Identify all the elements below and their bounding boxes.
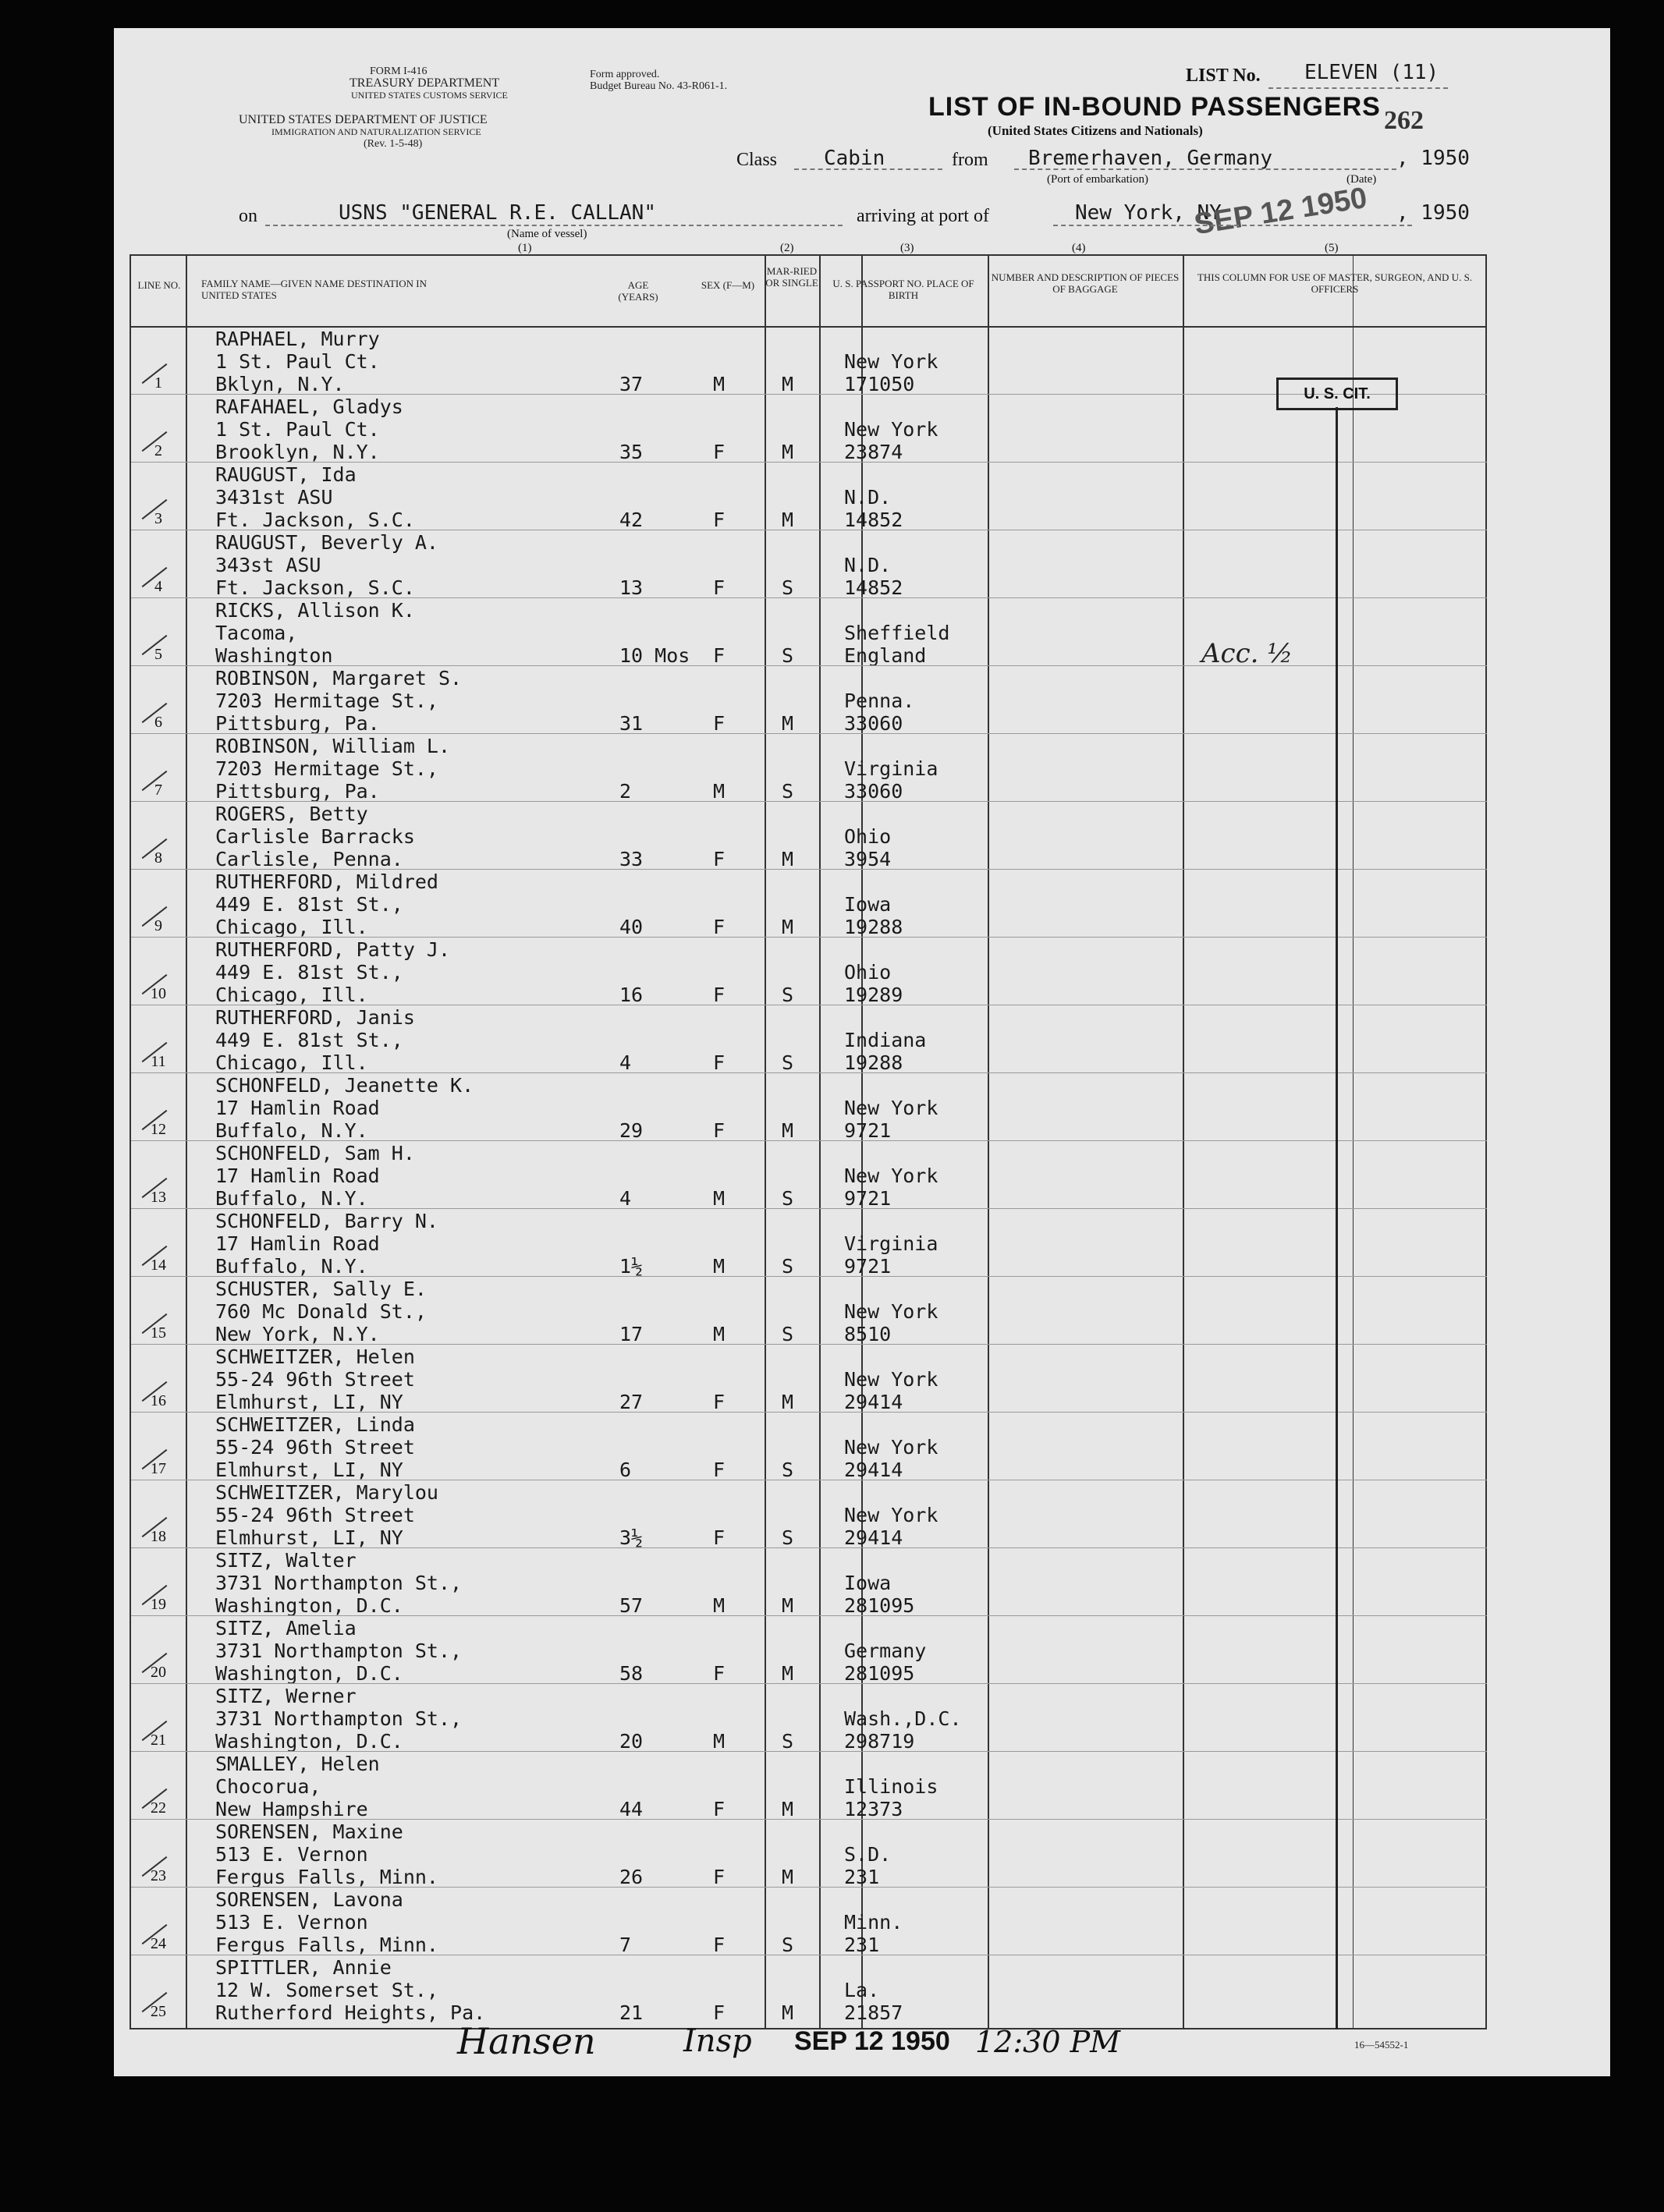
- col-marker-4: (4): [1072, 242, 1086, 254]
- birth-place: La.: [844, 1979, 880, 2001]
- passenger-age: 27: [619, 1391, 644, 1413]
- passenger-city: New Hampshire: [215, 1798, 368, 1820]
- col-header-sex: SEX (F—M): [701, 279, 755, 291]
- col-divider: [186, 256, 187, 2028]
- line-number: 20: [151, 1664, 166, 1681]
- passenger-city: Ft. Jackson, S.C.: [215, 509, 415, 531]
- passport-number: 19288: [844, 916, 903, 938]
- passenger-address: 17 Hamlin Road: [215, 1232, 380, 1255]
- vessel-name: USNS "GENERAL R.E. CALLAN": [339, 201, 656, 225]
- birth-place: Wash.,D.C.: [844, 1707, 962, 1730]
- passenger-address: 1 St. Paul Ct.: [215, 418, 380, 441]
- passenger-name: RUTHERFORD, Patty J.: [215, 938, 451, 961]
- passenger-address: 449 E. 81st St.,: [215, 1029, 403, 1051]
- class-value: Cabin: [824, 147, 885, 170]
- passenger-sex: M: [713, 1255, 726, 1278]
- passenger-city: Chicago, Ill.: [215, 916, 368, 938]
- list-number-label: LIST No.: [1186, 66, 1261, 86]
- col-header-officers: THIS COLUMN FOR USE OF MASTER, SURGEON, AND U. S. OFFICERS: [1197, 271, 1473, 295]
- line-number: 12: [151, 1121, 166, 1138]
- passenger-city: Elmhurst, LI, NY: [215, 1526, 403, 1549]
- passenger-sex: M: [713, 373, 726, 395]
- passenger-address: Carlisle Barracks: [215, 825, 415, 848]
- passenger-marital-status: S: [782, 1459, 794, 1481]
- col-marker-5: (5): [1325, 242, 1339, 254]
- row-divider: [131, 1072, 1487, 1073]
- col-marker-3: (3): [900, 242, 914, 254]
- passenger-name: ROGERS, Betty: [215, 803, 368, 825]
- passport-number: 19288: [844, 1051, 903, 1074]
- passenger-age: 31: [619, 712, 644, 735]
- passenger-marital-status: S: [782, 1323, 794, 1345]
- line-number: 1: [154, 374, 162, 392]
- birth-place: Illinois: [844, 1775, 938, 1798]
- birth-place: Penna.: [844, 689, 915, 712]
- arrival-date-stamp: SEP 12 1950: [1192, 181, 1370, 242]
- row-divider: [131, 1276, 1487, 1277]
- passenger-city: Washington, D.C.: [215, 1594, 403, 1617]
- passenger-name: ROBINSON, William L.: [215, 735, 451, 757]
- birth-place: Ohio: [844, 961, 892, 984]
- passenger-age: 44: [619, 1798, 644, 1820]
- passenger-age: 57: [619, 1594, 644, 1617]
- line-number: 14: [151, 1257, 166, 1274]
- us-citizen-stamp: U. S. CIT.: [1276, 378, 1398, 410]
- passenger-name: SCHONFELD, Sam H.: [215, 1142, 415, 1164]
- passenger-address: 3731 Northampton St.,: [215, 1640, 463, 1662]
- passport-number: 19289: [844, 984, 903, 1006]
- passenger-age: 42: [619, 509, 644, 531]
- passenger-name: SCHWEITZER, Helen: [215, 1345, 415, 1368]
- passenger-name: RUTHERFORD, Mildred: [215, 870, 438, 893]
- line-number: 3: [154, 510, 162, 527]
- passenger-city: Chicago, Ill.: [215, 984, 368, 1006]
- inspector-title: Insp: [683, 2023, 752, 2059]
- passenger-age: 21: [619, 2001, 644, 2024]
- inspector-signature: Hansen: [457, 2020, 596, 2062]
- page-number: 262: [1384, 106, 1424, 135]
- passenger-name: SMALLEY, Helen: [215, 1753, 380, 1775]
- passport-number: 298719: [844, 1730, 915, 1753]
- passenger-name: SPITTLER, Annie: [215, 1956, 392, 1979]
- passenger-address: 7203 Hermitage St.,: [215, 757, 438, 780]
- passenger-marital-status: M: [782, 848, 794, 870]
- vessel-note: (Name of vessel): [507, 228, 587, 240]
- line-number: 13: [151, 1189, 166, 1206]
- passenger-address: 513 E. Vernon: [215, 1843, 368, 1866]
- passenger-sex: F: [713, 916, 726, 938]
- passport-number: 9721: [844, 1119, 892, 1142]
- passenger-marital-status: S: [782, 1526, 794, 1549]
- passenger-sex: F: [713, 1798, 726, 1820]
- passenger-city: Fergus Falls, Minn.: [215, 1866, 438, 1888]
- col-divider: [988, 256, 989, 2028]
- passenger-address: 55-24 96th Street: [215, 1504, 415, 1526]
- birth-place: N.D.: [844, 554, 892, 576]
- passenger-name: SITZ, Amelia: [215, 1617, 357, 1640]
- col-header-married: MAR-RIED OR SINGLE: [765, 265, 818, 289]
- passport-number: 14852: [844, 576, 903, 599]
- arriving-port: New York, NY: [1075, 201, 1222, 225]
- passenger-age: 2: [619, 780, 632, 803]
- passenger-name: RAUGUST, Ida: [215, 463, 357, 486]
- passenger-marital-status: M: [782, 916, 794, 938]
- passenger-address: 55-24 96th Street: [215, 1368, 415, 1391]
- passenger-name: SCHWEITZER, Marylou: [215, 1481, 438, 1504]
- birth-place: New York: [844, 1164, 938, 1187]
- passenger-age: 35: [619, 441, 644, 463]
- passport-number: 9721: [844, 1255, 892, 1278]
- passenger-city: Fergus Falls, Minn.: [215, 1934, 438, 1956]
- passenger-name: SORENSEN, Lavona: [215, 1888, 403, 1911]
- passenger-sex: F: [713, 1051, 726, 1074]
- passenger-sex: F: [713, 712, 726, 735]
- from-label: from: [952, 150, 988, 170]
- row-divider: [131, 462, 1487, 463]
- customs-service: UNITED STATES CUSTOMS SERVICE: [351, 90, 508, 101]
- birth-place: Sheffield: [844, 622, 950, 644]
- treasury-department: TREASURY DEPARTMENT: [349, 76, 500, 90]
- line-number: 17: [151, 1460, 166, 1477]
- passenger-address: 449 E. 81st St.,: [215, 961, 403, 984]
- form-number: FORM I-416: [370, 66, 428, 77]
- col-header-age: AGE (YEARS): [618, 279, 658, 303]
- passport-number: 281095: [844, 1662, 915, 1685]
- passenger-age: 37: [619, 373, 644, 395]
- passenger-age: 33: [619, 848, 644, 870]
- line-number: 19: [151, 1596, 166, 1613]
- passenger-marital-status: M: [782, 712, 794, 735]
- passenger-age: 4: [619, 1051, 632, 1074]
- passport-number: 281095: [844, 1594, 915, 1617]
- passenger-marital-status: M: [782, 1798, 794, 1820]
- passport-number: 29414: [844, 1526, 903, 1549]
- passenger-address: Chocorua,: [215, 1775, 321, 1798]
- col-header-passport: U. S. PASSPORT NO. PLACE OF BIRTH: [832, 278, 974, 301]
- passenger-sex: M: [713, 1730, 726, 1753]
- passenger-address: 3731 Northampton St.,: [215, 1707, 463, 1730]
- passport-number: 9721: [844, 1187, 892, 1210]
- passenger-city: Ft. Jackson, S.C.: [215, 576, 415, 599]
- line-number: 24: [151, 1935, 166, 1952]
- passenger-address: 3431st ASU: [215, 486, 333, 509]
- passport-number: 231: [844, 1934, 880, 1956]
- col-header-baggage: NUMBER AND DESCRIPTION OF PIECES OF BAGGAGE: [991, 271, 1180, 295]
- class-underline: [794, 168, 942, 170]
- line-number: 10: [151, 985, 166, 1002]
- passenger-address: 513 E. Vernon: [215, 1911, 368, 1934]
- passport-number: England: [844, 644, 927, 667]
- passenger-address: 3731 Northampton St.,: [215, 1572, 463, 1594]
- passenger-age: 4: [619, 1187, 632, 1210]
- passenger-city: New York, N.Y.: [215, 1323, 380, 1345]
- birth-place: New York: [844, 350, 938, 373]
- passenger-marital-status: M: [782, 2001, 794, 2024]
- passenger-age: 1½: [619, 1255, 644, 1278]
- bleed-through-text: [1100, 1498, 1537, 1833]
- form-code: 16—54552-1: [1354, 2039, 1409, 2051]
- form-approved: Form approved.: [590, 69, 660, 80]
- birth-place: S.D.: [844, 1843, 892, 1866]
- line-number: 8: [154, 849, 162, 867]
- row-divider: [131, 1344, 1487, 1345]
- passenger-sex: F: [713, 644, 726, 667]
- passport-number: 21857: [844, 2001, 903, 2024]
- row-divider: [131, 937, 1487, 938]
- passenger-name: SCHWEITZER, Linda: [215, 1413, 415, 1436]
- year-1: , 1950: [1396, 147, 1470, 170]
- passenger-sex: F: [713, 1119, 726, 1142]
- birth-place: Minn.: [844, 1911, 903, 1934]
- birth-place: Virginia: [844, 757, 938, 780]
- passenger-name: RICKS, Allison K.: [215, 599, 415, 622]
- arriving-label: arriving at port of: [857, 206, 989, 226]
- row-divider: [131, 1412, 1487, 1413]
- passenger-name: SCHONFELD, Jeanette K.: [215, 1074, 474, 1097]
- passenger-city: Brooklyn, N.Y.: [215, 441, 380, 463]
- passenger-marital-status: S: [782, 1255, 794, 1278]
- line-number: 2: [154, 442, 162, 459]
- passenger-marital-status: M: [782, 441, 794, 463]
- passenger-marital-status: M: [782, 1662, 794, 1685]
- passenger-sex: M: [713, 1323, 726, 1345]
- passenger-name: RUTHERFORD, Janis: [215, 1006, 415, 1029]
- passenger-sex: F: [713, 1662, 726, 1685]
- birth-place: Iowa: [844, 1572, 892, 1594]
- passenger-sex: F: [713, 576, 726, 599]
- passport-number: 23874: [844, 441, 903, 463]
- passenger-marital-status: M: [782, 1119, 794, 1142]
- birth-place: New York: [844, 418, 938, 441]
- arrival-underline: [1053, 225, 1412, 226]
- birth-place: New York: [844, 1436, 938, 1459]
- line-number: 23: [151, 1867, 166, 1884]
- passenger-address: 343st ASU: [215, 554, 321, 576]
- passenger-age: 40: [619, 916, 644, 938]
- line-number: 25: [151, 2003, 166, 2020]
- passenger-city: Buffalo, N.Y.: [215, 1255, 368, 1278]
- passenger-marital-status: S: [782, 644, 794, 667]
- birth-place: Virginia: [844, 1232, 938, 1255]
- row5-annotation: Acc. ½: [1201, 638, 1293, 669]
- budget-bureau: Budget Bureau No. 43-R061-1.: [590, 80, 728, 92]
- passenger-marital-status: S: [782, 1187, 794, 1210]
- passenger-address: 7203 Hermitage St.,: [215, 689, 438, 712]
- row-divider: [131, 597, 1487, 598]
- birth-place: Iowa: [844, 893, 892, 916]
- col-divider: [765, 256, 766, 2028]
- passenger-address: Tacoma,: [215, 622, 298, 644]
- passenger-marital-status: S: [782, 576, 794, 599]
- passenger-address: 17 Hamlin Road: [215, 1164, 380, 1187]
- line-number: 6: [154, 714, 162, 731]
- passenger-name: SORENSEN, Maxine: [215, 1820, 403, 1843]
- passenger-age: 58: [619, 1662, 644, 1685]
- vessel-underline: [265, 225, 843, 226]
- passport-number: 3954: [844, 848, 892, 870]
- passenger-sex: F: [713, 1526, 726, 1549]
- line-number: 5: [154, 646, 162, 663]
- line-number: 11: [151, 1053, 166, 1070]
- passenger-name: RAUGUST, Beverly A.: [215, 531, 438, 554]
- line-number: 15: [151, 1324, 166, 1342]
- passenger-marital-status: S: [782, 1934, 794, 1956]
- passenger-marital-status: S: [782, 1051, 794, 1074]
- footer-time: 12:30 PM: [975, 2025, 1121, 2059]
- birth-place: Germany: [844, 1640, 927, 1662]
- passenger-marital-status: S: [782, 984, 794, 1006]
- passenger-marital-status: M: [782, 1594, 794, 1617]
- passenger-age: 17: [619, 1323, 644, 1345]
- birth-place: Ohio: [844, 825, 892, 848]
- passenger-name: SCHUSTER, Sally E.: [215, 1278, 427, 1300]
- passenger-sex: F: [713, 848, 726, 870]
- passenger-sex: M: [713, 780, 726, 803]
- passenger-city: Chicago, Ill.: [215, 1051, 368, 1074]
- passenger-name: SITZ, Walter: [215, 1549, 357, 1572]
- passenger-city: Washington: [215, 644, 333, 667]
- passport-number: 29414: [844, 1459, 903, 1481]
- passenger-age: 16: [619, 984, 644, 1006]
- birth-place: New York: [844, 1504, 938, 1526]
- passenger-sex: F: [713, 1866, 726, 1888]
- passport-number: 171050: [844, 373, 915, 395]
- passenger-age: 7: [619, 1934, 632, 1956]
- passenger-age: 26: [619, 1866, 644, 1888]
- passenger-marital-status: S: [782, 1730, 794, 1753]
- passenger-sex: F: [713, 2001, 726, 2024]
- passenger-marital-status: M: [782, 1391, 794, 1413]
- department-of-justice: UNITED STATES DEPARTMENT OF JUSTICE: [239, 113, 488, 126]
- passenger-sex: F: [713, 1391, 726, 1413]
- passenger-name: ROBINSON, Margaret S.: [215, 667, 463, 689]
- passenger-address: 760 Mc Donald St.,: [215, 1300, 427, 1323]
- passport-number: 231: [844, 1866, 880, 1888]
- date-note: (Date): [1346, 173, 1377, 186]
- page-subtitle: (United States Citizens and Nationals): [988, 123, 1203, 138]
- passenger-age: 13: [619, 576, 644, 599]
- row-divider: [131, 1208, 1487, 1209]
- birth-place: New York: [844, 1300, 938, 1323]
- passenger-city: Buffalo, N.Y.: [215, 1119, 368, 1142]
- row-divider: [131, 869, 1487, 870]
- line-number: 22: [151, 1799, 166, 1817]
- passenger-name: SITZ, Werner: [215, 1685, 357, 1707]
- passenger-age: 20: [619, 1730, 644, 1753]
- row-divider: [131, 1140, 1487, 1141]
- passenger-address: 55-24 96th Street: [215, 1436, 415, 1459]
- passenger-city: Elmhurst, LI, NY: [215, 1391, 403, 1413]
- passenger-name: RAPHAEL, Murry: [215, 328, 380, 350]
- line-number: 7: [154, 782, 162, 799]
- birth-place: N.D.: [844, 486, 892, 509]
- row-divider: [131, 733, 1487, 734]
- passenger-city: Carlisle, Penna.: [215, 848, 403, 870]
- line-number: 21: [151, 1732, 166, 1749]
- line-number: 16: [151, 1392, 166, 1409]
- passport-number: 14852: [844, 509, 903, 531]
- row-divider: [131, 801, 1487, 802]
- col-marker-1: (1): [518, 242, 532, 254]
- passenger-city: Rutherford Heights, Pa.: [215, 2001, 486, 2024]
- passenger-city: Washington, D.C.: [215, 1662, 403, 1685]
- passport-number: 12373: [844, 1798, 903, 1820]
- footer-date-stamp: SEP 12 1950: [794, 2026, 950, 2056]
- passport-number: 33060: [844, 780, 903, 803]
- passenger-address: 1 St. Paul Ct.: [215, 350, 380, 373]
- passenger-marital-status: M: [782, 373, 794, 395]
- passenger-city: Bklyn, N.Y.: [215, 373, 345, 395]
- passenger-sex: F: [713, 1459, 726, 1481]
- passport-number: 29414: [844, 1391, 903, 1413]
- passenger-sex: M: [713, 1594, 726, 1617]
- col-header-line: LINE NO.: [137, 279, 181, 291]
- year-2: , 1950: [1396, 201, 1470, 225]
- on-label: on: [239, 206, 257, 226]
- passenger-marital-status: S: [782, 780, 794, 803]
- passenger-city: Washington, D.C.: [215, 1730, 403, 1753]
- passenger-sex: F: [713, 1934, 726, 1956]
- passenger-sex: M: [713, 1187, 726, 1210]
- passenger-marital-status: M: [782, 1866, 794, 1888]
- passenger-address: 17 Hamlin Road: [215, 1097, 380, 1119]
- revision: (Rev. 1-5-48): [364, 138, 423, 150]
- col-header-name: FAMILY NAME—GIVEN NAME DESTINATION IN UNITED STATES: [201, 278, 428, 301]
- list-number-value: ELEVEN (11): [1304, 61, 1439, 84]
- passenger-city: Pittsburg, Pa.: [215, 780, 380, 803]
- class-label: Class: [736, 150, 778, 170]
- col-divider: [819, 256, 821, 2028]
- passport-number: 33060: [844, 712, 903, 735]
- row-divider: [131, 1887, 1487, 1888]
- passenger-age: 6: [619, 1459, 632, 1481]
- passenger-city: Pittsburg, Pa.: [215, 712, 380, 735]
- line-number: 18: [151, 1528, 166, 1545]
- birth-place: Indiana: [844, 1029, 927, 1051]
- passenger-sex: F: [713, 441, 726, 463]
- passenger-sex: F: [713, 509, 726, 531]
- passenger-age: 10 Mos: [619, 644, 690, 667]
- passenger-name: RAFAHAEL, Gladys: [215, 395, 403, 418]
- line-number: 4: [154, 578, 162, 595]
- passenger-address: 449 E. 81st St.,: [215, 893, 403, 916]
- passenger-city: Elmhurst, LI, NY: [215, 1459, 403, 1481]
- page-title: LIST OF IN-BOUND PASSENGERS: [928, 92, 1381, 122]
- from-underline: [1014, 168, 1396, 170]
- line-number: 9: [154, 917, 162, 934]
- passenger-sex: F: [713, 984, 726, 1006]
- port-note: (Port of embarkation): [1047, 173, 1148, 186]
- passenger-name: SCHONFELD, Barry N.: [215, 1210, 438, 1232]
- passenger-age: 3½: [619, 1526, 644, 1549]
- from-value: Bremerhaven, Germany: [1028, 147, 1273, 170]
- col-marker-2: (2): [780, 242, 794, 254]
- immigration-service: IMMIGRATION AND NATURALIZATION SERVICE: [271, 126, 481, 137]
- passenger-marital-status: M: [782, 509, 794, 531]
- passenger-city: Buffalo, N.Y.: [215, 1187, 368, 1210]
- passport-number: 8510: [844, 1323, 892, 1345]
- birth-place: New York: [844, 1097, 938, 1119]
- list-underline: [1268, 87, 1448, 89]
- passenger-age: 29: [619, 1119, 644, 1142]
- passenger-address: 12 W. Somerset St.,: [215, 1979, 438, 2001]
- birth-place: New York: [844, 1368, 938, 1391]
